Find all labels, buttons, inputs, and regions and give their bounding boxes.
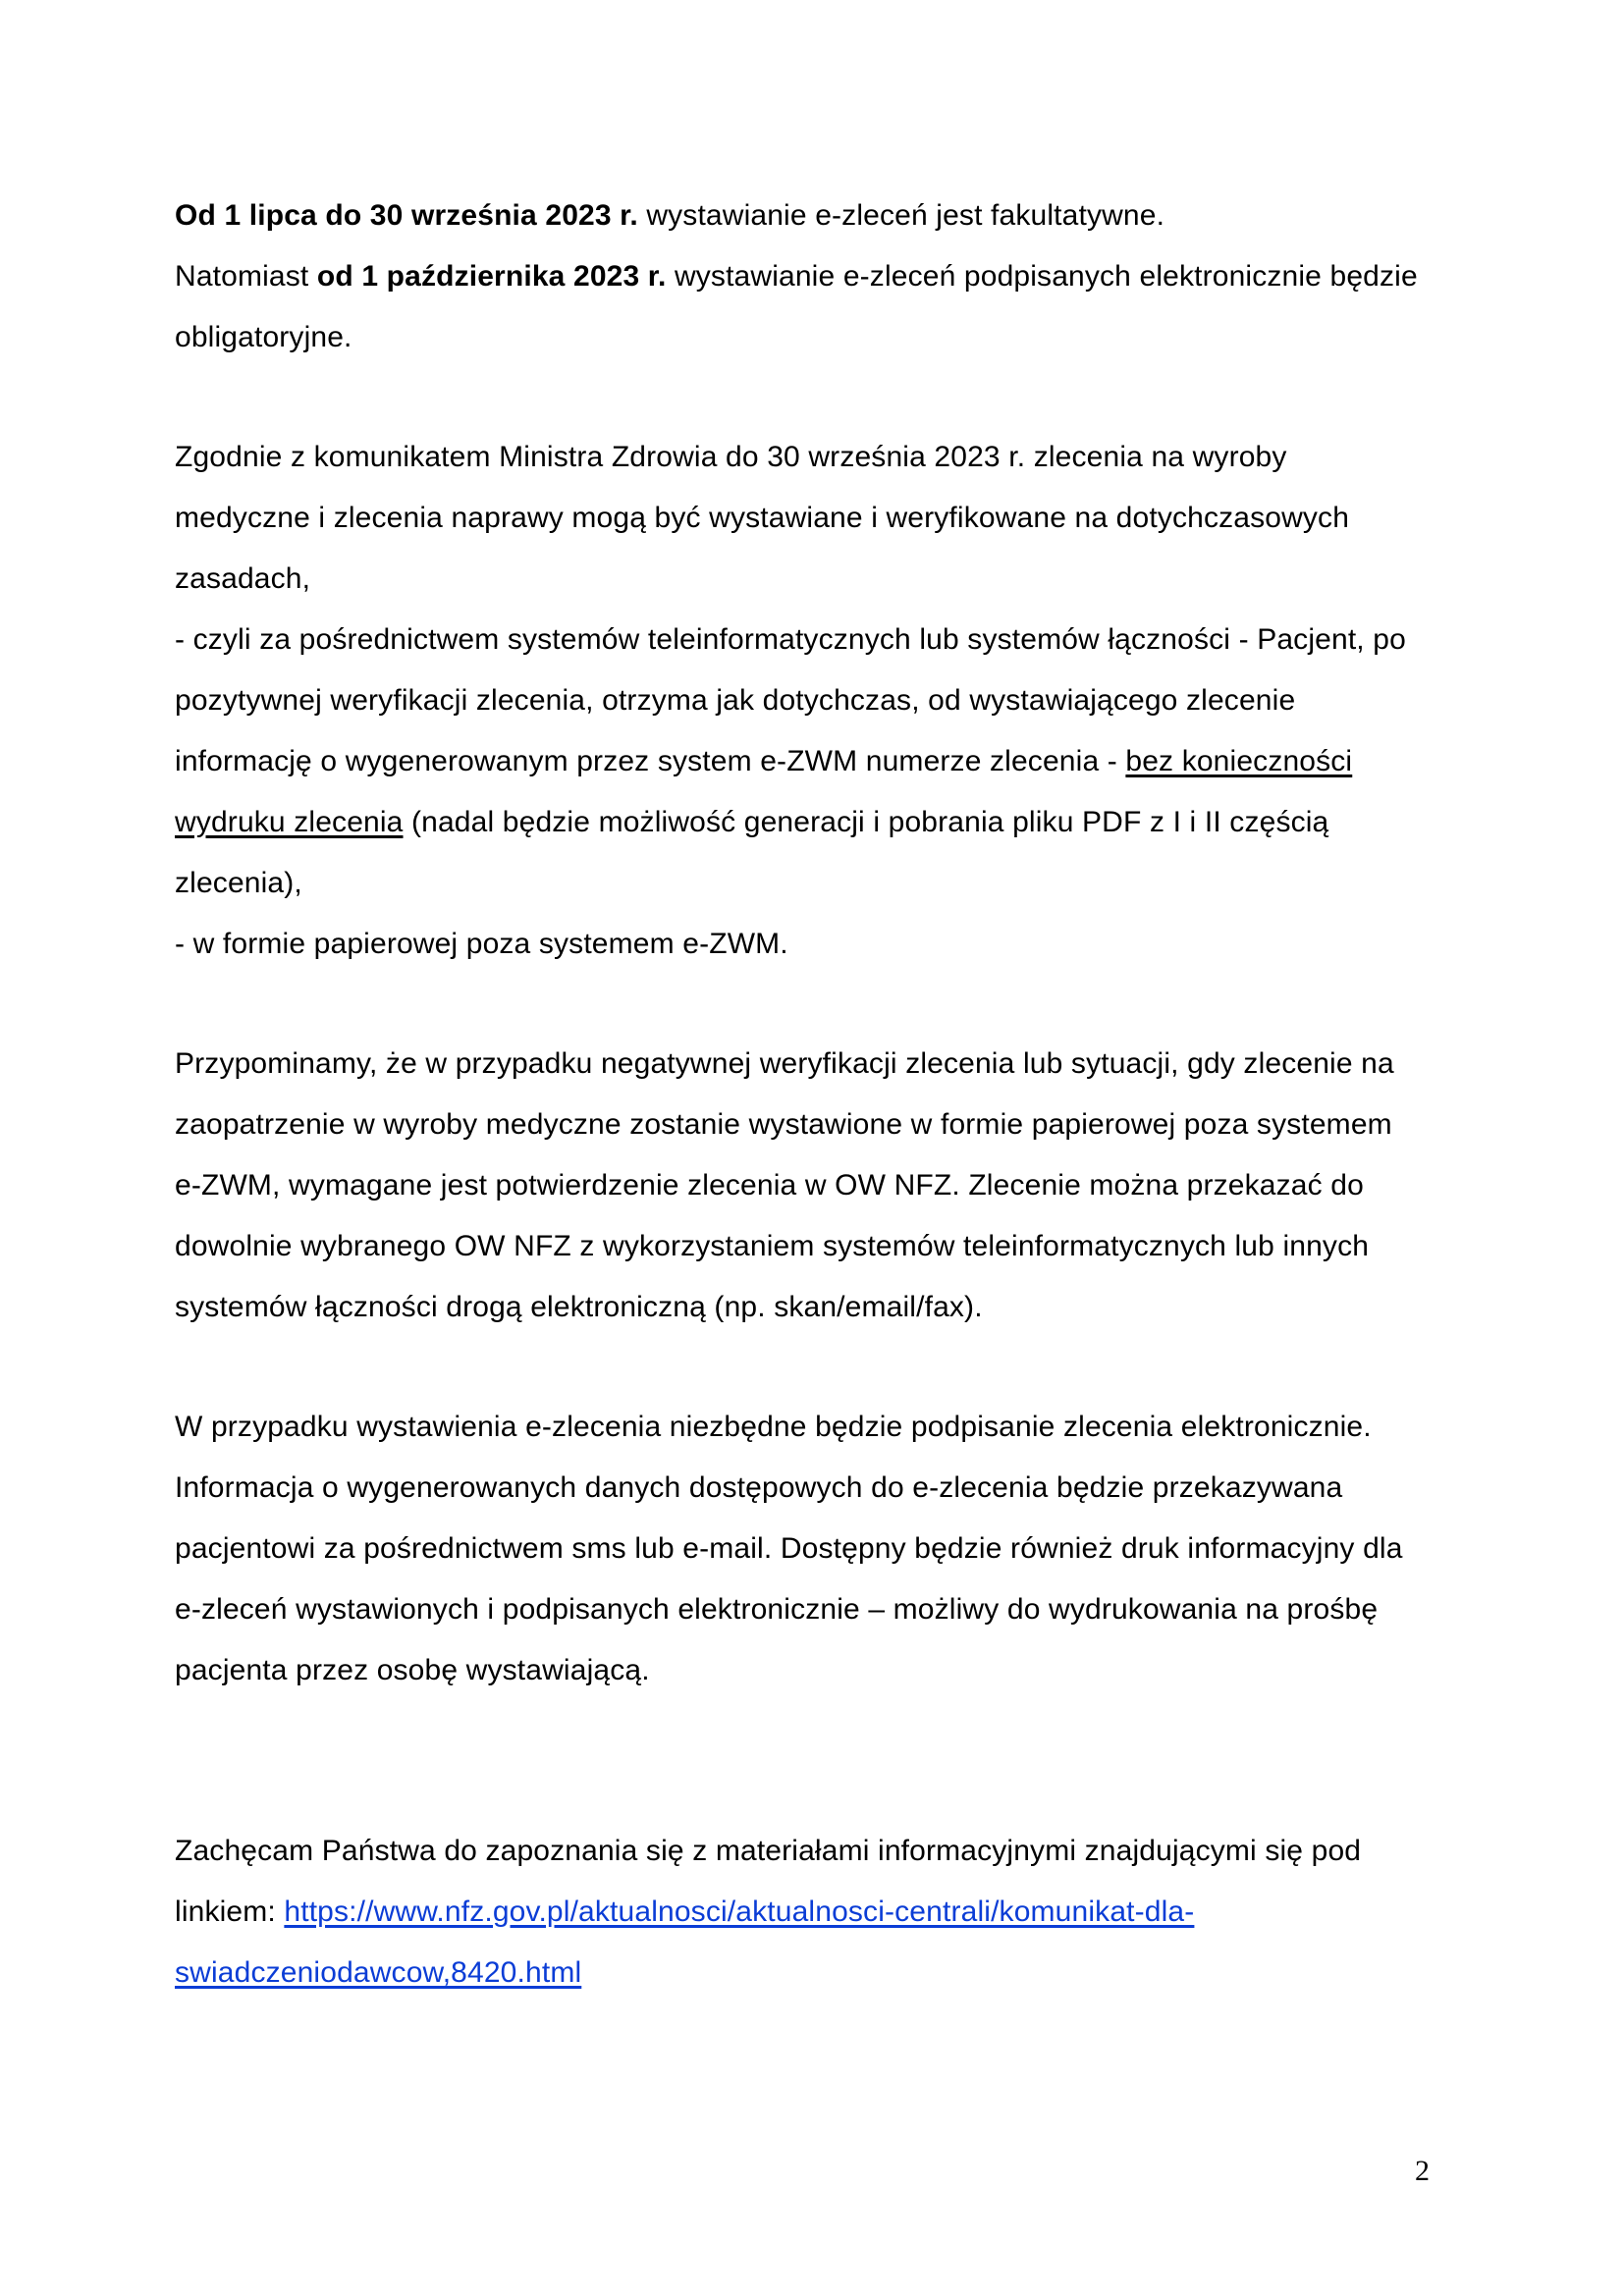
paragraph-3-line-4: dowolnie wybranego OW NFZ z wykorzystaniem systemów teleinformatycznych lub innych: [175, 1230, 1370, 1262]
paragraph-3-line-1: Przypominamy, że w przypadku negatywnej weryfikacji zlecenia lub sytuacji, gdy zlecenie na: [175, 1047, 1394, 1080]
paragraph-4-line-3: pacjentowi za pośrednictwem sms lub e-mail. Dostępny będzie również druk informacyjny dla: [175, 1532, 1403, 1565]
paragraph-2-line-6: [175, 742, 1352, 781]
paragraph-5-line-2: [175, 1893, 1194, 1932]
paragraph-5-line-3: [175, 1953, 581, 1993]
intro-text: wystawianie e-zleceń jest fakultatywne.: [637, 199, 1165, 232]
paragraph-4-line-1: W przypadku wystawienia e-zlecenia niezbędne będzie podpisanie zlecenia elektronicznie.: [175, 1411, 1372, 1443]
date-bold: od 1 października 2023 r.: [316, 260, 667, 293]
intro-text: Natomiast: [175, 260, 317, 293]
link-label: linkiem:: [175, 1896, 285, 1928]
paragraph-2-line-7: [175, 803, 1328, 842]
underlined-text: wydruku zlecenia: [175, 806, 404, 838]
paragraph-2-line-9: - w formie papierowej poza systemem e-ZWM.: [175, 928, 788, 960]
nfz-link[interactable]: https://www.nfz.gov.pl/aktualnosci/aktualnosci-centrali/komunikat-dla-: [284, 1896, 1195, 1928]
paragraph-2-line-8: zlecenia),: [175, 867, 302, 899]
intro-line-1: [175, 196, 1164, 236]
paragraph-3-line-2: zaopatrzenie w wyroby medyczne zostanie wystawione w formie papierowej poza systemem: [175, 1108, 1392, 1141]
paragraph-2-line-3: zasadach,: [175, 562, 311, 595]
paragraph-2-line-1: Zgodnie z komunikatem Ministra Zdrowia do 30 września 2023 r. zlecenia na wyroby: [175, 441, 1287, 473]
nfz-link[interactable]: swiadczeniodawcow,8420.html: [175, 1956, 582, 1989]
intro-line-3: obligatoryjne.: [175, 321, 352, 353]
intro-text: wystawianie e-zleceń podpisanych elektronicznie będzie: [666, 260, 1418, 293]
paragraph-text: (nadal będzie możliwość generacji i pobrania pliku PDF z I i II częścią: [403, 806, 1329, 838]
paragraph-4-line-2: Informacja o wygenerowanych danych dostępowych do e-zlecenia będzie przekazywana: [175, 1471, 1343, 1504]
paragraph-4-line-4: e-zleceń wystawionych i podpisanych elektronicznie – możliwy do wydrukowania na prośbę: [175, 1593, 1379, 1626]
page-number: 2: [1415, 2155, 1430, 2187]
paragraph-3-line-3: e-ZWM, wymagane jest potwierdzenie zlecenia w OW NFZ. Zlecenie można przekazać do: [175, 1169, 1364, 1201]
intro-line-2: [175, 257, 1418, 296]
paragraph-2-line-2: medyczne i zlecenia naprawy mogą być wystawiane i weryfikowane na dotychczasowych: [175, 502, 1350, 534]
paragraph-2-line-4: - czyli za pośrednictwem systemów teleinformatycznych lub systemów łączności - Pacjent, po: [175, 623, 1406, 656]
paragraph-5-line-1: Zachęcam Państwa do zapoznania się z materiałami informacyjnymi znajdującymi się pod: [175, 1835, 1362, 1867]
date-range-bold: Od 1 lipca do 30 września 2023 r.: [175, 199, 638, 232]
paragraph-2-line-5: pozytywnej weryfikacji zlecenia, otrzyma jak dotychczas, od wystawiającego zlecenie: [175, 684, 1296, 717]
paragraph-text: informację o wygenerowanym przez system e-ZWM numerze zlecenia -: [175, 745, 1126, 777]
underlined-text: bez konieczności: [1125, 745, 1353, 777]
paragraph-3-line-5: systemów łączności drogą elektroniczną (np. skan/email/fax).: [175, 1291, 983, 1323]
paragraph-4-line-5: pacjenta przez osobę wystawiającą.: [175, 1654, 650, 1686]
